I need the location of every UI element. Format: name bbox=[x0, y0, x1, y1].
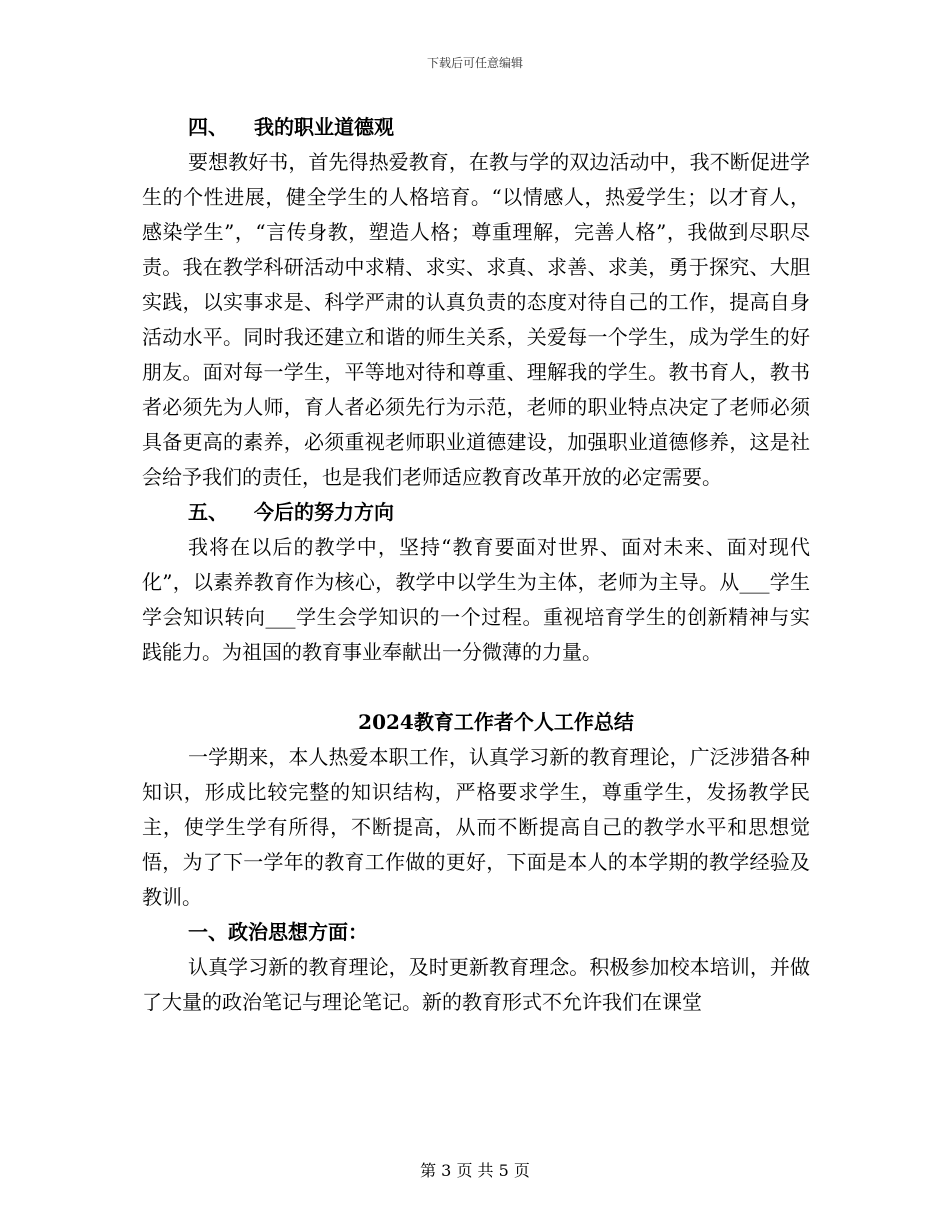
document-body bbox=[142, 110, 810, 1020]
blank-line bbox=[142, 670, 810, 705]
section4-number: 四、 bbox=[188, 115, 228, 139]
section4-title: 我的职业道德观 bbox=[254, 115, 394, 139]
page-number-footer: 第 3 页 共 5 页 bbox=[420, 1161, 530, 1180]
section4-paragraph: 要想教好书，首先得热爱教育，在教与学的双边活动中，我不断促进学生的个性进展，健全学生的人格培育。“以情感人，热爱学生；以才育人，感染学生”，“言传身教，塑造人格；尊重理解，完善人格”，我做到尽职尽责。我在教学科研活动中求精、求实、求真、求善、求美，勇于探究、大胆实践，以实事求是、科学严肃的认真负责的态度对待自己的工作，提高自身活动水平。同时我还建立和谐的师生关系，关爱每一个学生，成为学生的好朋友。面对每一学生，平等地对待和尊重、理解我的学生。教书育人，教书者必须先为人师，育人者必须先行为示范，老师的职业特点决定了老师必须具备更高的素养，必须重视老师职业道德建设，加强职业道德修养，这是社会给予我们的责任，也是我们老师适应教育改革开放的必定需要。 bbox=[142, 150, 810, 489]
political-section-paragraph: 认真学习新的教育理论，及时更新教育理念。积极参加校本培训，并做了大量的政治笔记与理论笔记。新的教育形式不允许我们在课堂 bbox=[142, 955, 810, 1014]
document-title: 2024教育工作者个人工作总结 bbox=[358, 710, 634, 734]
section5-paragraph: 我将在以后的教学中，坚持“教育要面对世界、面对未来、面对现代化”，以素养教育作为核心，教学中以学生为主体，老师为主导。从___学生学会知识转向___学生会学知识的一个过程。重视培育学生的创新精神与实践能力。为祖国的教育事业奉献出一分微薄的力量。 bbox=[142, 535, 810, 664]
political-section-heading: 一、政治思想方面： bbox=[188, 920, 368, 944]
section5-number: 五、 bbox=[188, 500, 228, 524]
section5-title: 今后的努力方向 bbox=[254, 500, 394, 524]
section5-heading bbox=[142, 495, 810, 530]
section4-heading bbox=[142, 110, 810, 145]
intro-paragraph: 一学期来，本人热爱本职工作，认真学习新的教育理论，广泛涉猎各种知识，形成比较完整的知识结构，严格要求学生，尊重学生，发扬教学民主，使学生学有所得，不断提高，从而不断提高自己的教学水平和思想觉悟，为了下一学年的教育工作做的更好，下面是本人的本学期的教学经验及教训。 bbox=[142, 745, 810, 909]
header-note: 下载后可任意编辑 bbox=[426, 56, 523, 70]
